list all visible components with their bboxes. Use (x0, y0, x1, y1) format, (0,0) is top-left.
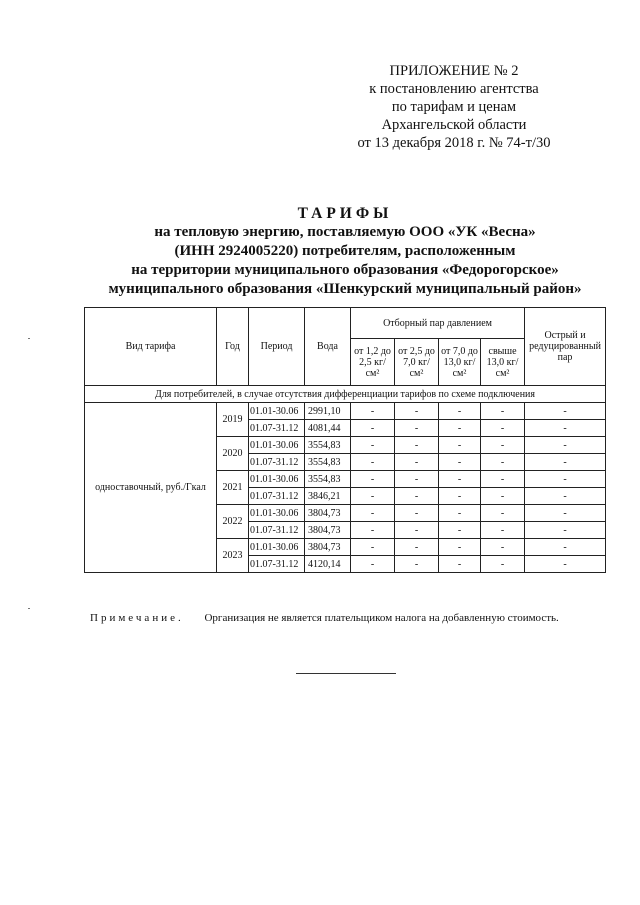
steam-4-cell: - (481, 488, 525, 505)
period-cell: 01.01-30.06 (249, 471, 305, 488)
appendix-line: Архангельской области (381, 117, 527, 133)
steam-3-cell: - (439, 437, 481, 454)
period-cell: 01.07-31.12 (249, 488, 305, 505)
note (90, 612, 559, 624)
header-steam-4: свыше 13,0 кг/см² (481, 339, 525, 386)
scan-speck (28, 338, 30, 339)
section-row (85, 386, 606, 403)
period-cell: 01.01-30.06 (249, 505, 305, 522)
period-cell: 01.07-31.12 (249, 420, 305, 437)
appendix-line: по тарифам и ценам (391, 99, 517, 115)
acute-steam-cell: - (525, 539, 606, 556)
water-cell: 4120,14 (305, 556, 351, 573)
section-label: Для потребителей, в случае отсутствия дифференциации тарифов по схеме подключения (85, 386, 606, 403)
period-cell: 01.01-30.06 (249, 437, 305, 454)
steam-4-cell: - (481, 556, 525, 573)
steam-1-cell: - (351, 471, 395, 488)
steam-1-cell: - (351, 556, 395, 573)
acute-steam-cell: - (525, 437, 606, 454)
acute-steam-cell: - (525, 505, 606, 522)
steam-1-cell: - (351, 505, 395, 522)
steam-3-cell: - (439, 488, 481, 505)
period-cell: 01.07-31.12 (249, 454, 305, 471)
steam-2-cell: - (395, 488, 439, 505)
acute-steam-cell: - (525, 403, 606, 420)
steam-2-cell: - (395, 403, 439, 420)
header-steam-1: от 1,2 до 2,5 кг/см² (351, 339, 395, 386)
steam-4-cell: - (481, 522, 525, 539)
steam-4-cell: - (481, 403, 525, 420)
header-tariff-type: Вид тарифа (85, 308, 217, 386)
water-cell: 3804,73 (305, 522, 351, 539)
title-line: на тепловую энергию, поставляемую ООО «УК «Весна» (154, 224, 536, 240)
header-steam-2: от 2,5 до 7,0 кг/см² (395, 339, 439, 386)
year-cell: 2022 (217, 505, 249, 539)
acute-steam-cell: - (525, 522, 606, 539)
steam-1-cell: - (351, 437, 395, 454)
title-heading: ТАРИФЫ (297, 205, 393, 222)
steam-4-cell: - (481, 505, 525, 522)
steam-3-cell: - (439, 420, 481, 437)
steam-2-cell: - (395, 522, 439, 539)
steam-3-cell: - (439, 522, 481, 539)
header-row (85, 308, 606, 339)
steam-3-cell: - (439, 403, 481, 420)
steam-4-cell: - (481, 437, 525, 454)
steam-1-cell: - (351, 539, 395, 556)
steam-4-cell: - (481, 471, 525, 488)
year-cell: 2021 (217, 471, 249, 505)
table-body (85, 403, 606, 573)
steam-2-cell: - (395, 471, 439, 488)
water-cell: 3804,73 (305, 539, 351, 556)
steam-2-cell: - (395, 420, 439, 437)
period-cell: 01.07-31.12 (249, 522, 305, 539)
steam-2-cell: - (395, 437, 439, 454)
title-line: (ИНН 2924005220) потребителям, расположенным (174, 243, 516, 259)
tariff-table (84, 307, 606, 573)
tariff-name-cell: одноставочный, руб./Гкал (85, 403, 217, 573)
closing-divider (296, 673, 396, 674)
steam-4-cell: - (481, 539, 525, 556)
steam-1-cell: - (351, 454, 395, 471)
acute-steam-cell: - (525, 420, 606, 437)
table-row (85, 403, 606, 420)
steam-3-cell: - (439, 505, 481, 522)
water-cell: 3554,83 (305, 437, 351, 454)
year-cell: 2020 (217, 437, 249, 471)
acute-steam-cell: - (525, 556, 606, 573)
header-steam-3: от 7,0 до 13,0 кг/см² (439, 339, 481, 386)
header-period: Период (249, 308, 305, 386)
year-cell: 2019 (217, 403, 249, 437)
steam-1-cell: - (351, 522, 395, 539)
steam-4-cell: - (481, 420, 525, 437)
year-cell: 2023 (217, 539, 249, 573)
document-title (85, 204, 605, 299)
water-cell: 3554,83 (305, 471, 351, 488)
header-water: Вода (305, 308, 351, 386)
appendix-date: от 13 декабря 2018 г. № 74-т/30 (357, 135, 551, 151)
header-acute-steam: Острый и редуцированный пар (525, 308, 606, 386)
water-cell: 3804,73 (305, 505, 351, 522)
steam-1-cell: - (351, 403, 395, 420)
steam-3-cell: - (439, 471, 481, 488)
title-line: муниципального образования «Шенкурский муниципальный район» (108, 281, 582, 297)
steam-2-cell: - (395, 556, 439, 573)
appendix-title: ПРИЛОЖЕНИЕ № 2 (389, 63, 519, 79)
appendix-line: к постановлению агентства (369, 81, 539, 97)
acute-steam-cell: - (525, 488, 606, 505)
period-cell: 01.01-30.06 (249, 539, 305, 556)
acute-steam-cell: - (525, 454, 606, 471)
appendix-block (330, 62, 578, 152)
water-cell: 2991,10 (305, 403, 351, 420)
water-cell: 3554,83 (305, 454, 351, 471)
steam-3-cell: - (439, 556, 481, 573)
header-year: Год (217, 308, 249, 386)
note-label: Примечание. (90, 612, 184, 624)
period-cell: 01.07-31.12 (249, 556, 305, 573)
steam-2-cell: - (395, 505, 439, 522)
scan-speck (28, 608, 30, 609)
acute-steam-cell: - (525, 471, 606, 488)
steam-2-cell: - (395, 454, 439, 471)
steam-2-cell: - (395, 539, 439, 556)
water-cell: 3846,21 (305, 488, 351, 505)
water-cell: 4081,44 (305, 420, 351, 437)
steam-4-cell: - (481, 454, 525, 471)
steam-1-cell: - (351, 420, 395, 437)
period-cell: 01.01-30.06 (249, 403, 305, 420)
header-steam-group: Отборный пар давлением (351, 308, 525, 339)
steam-3-cell: - (439, 539, 481, 556)
note-text: Организация не является плательщиком налога на добавленную стоимость. (204, 612, 559, 624)
steam-3-cell: - (439, 454, 481, 471)
steam-1-cell: - (351, 488, 395, 505)
title-line: на территории муниципального образования «Федорогорское» (131, 262, 559, 278)
